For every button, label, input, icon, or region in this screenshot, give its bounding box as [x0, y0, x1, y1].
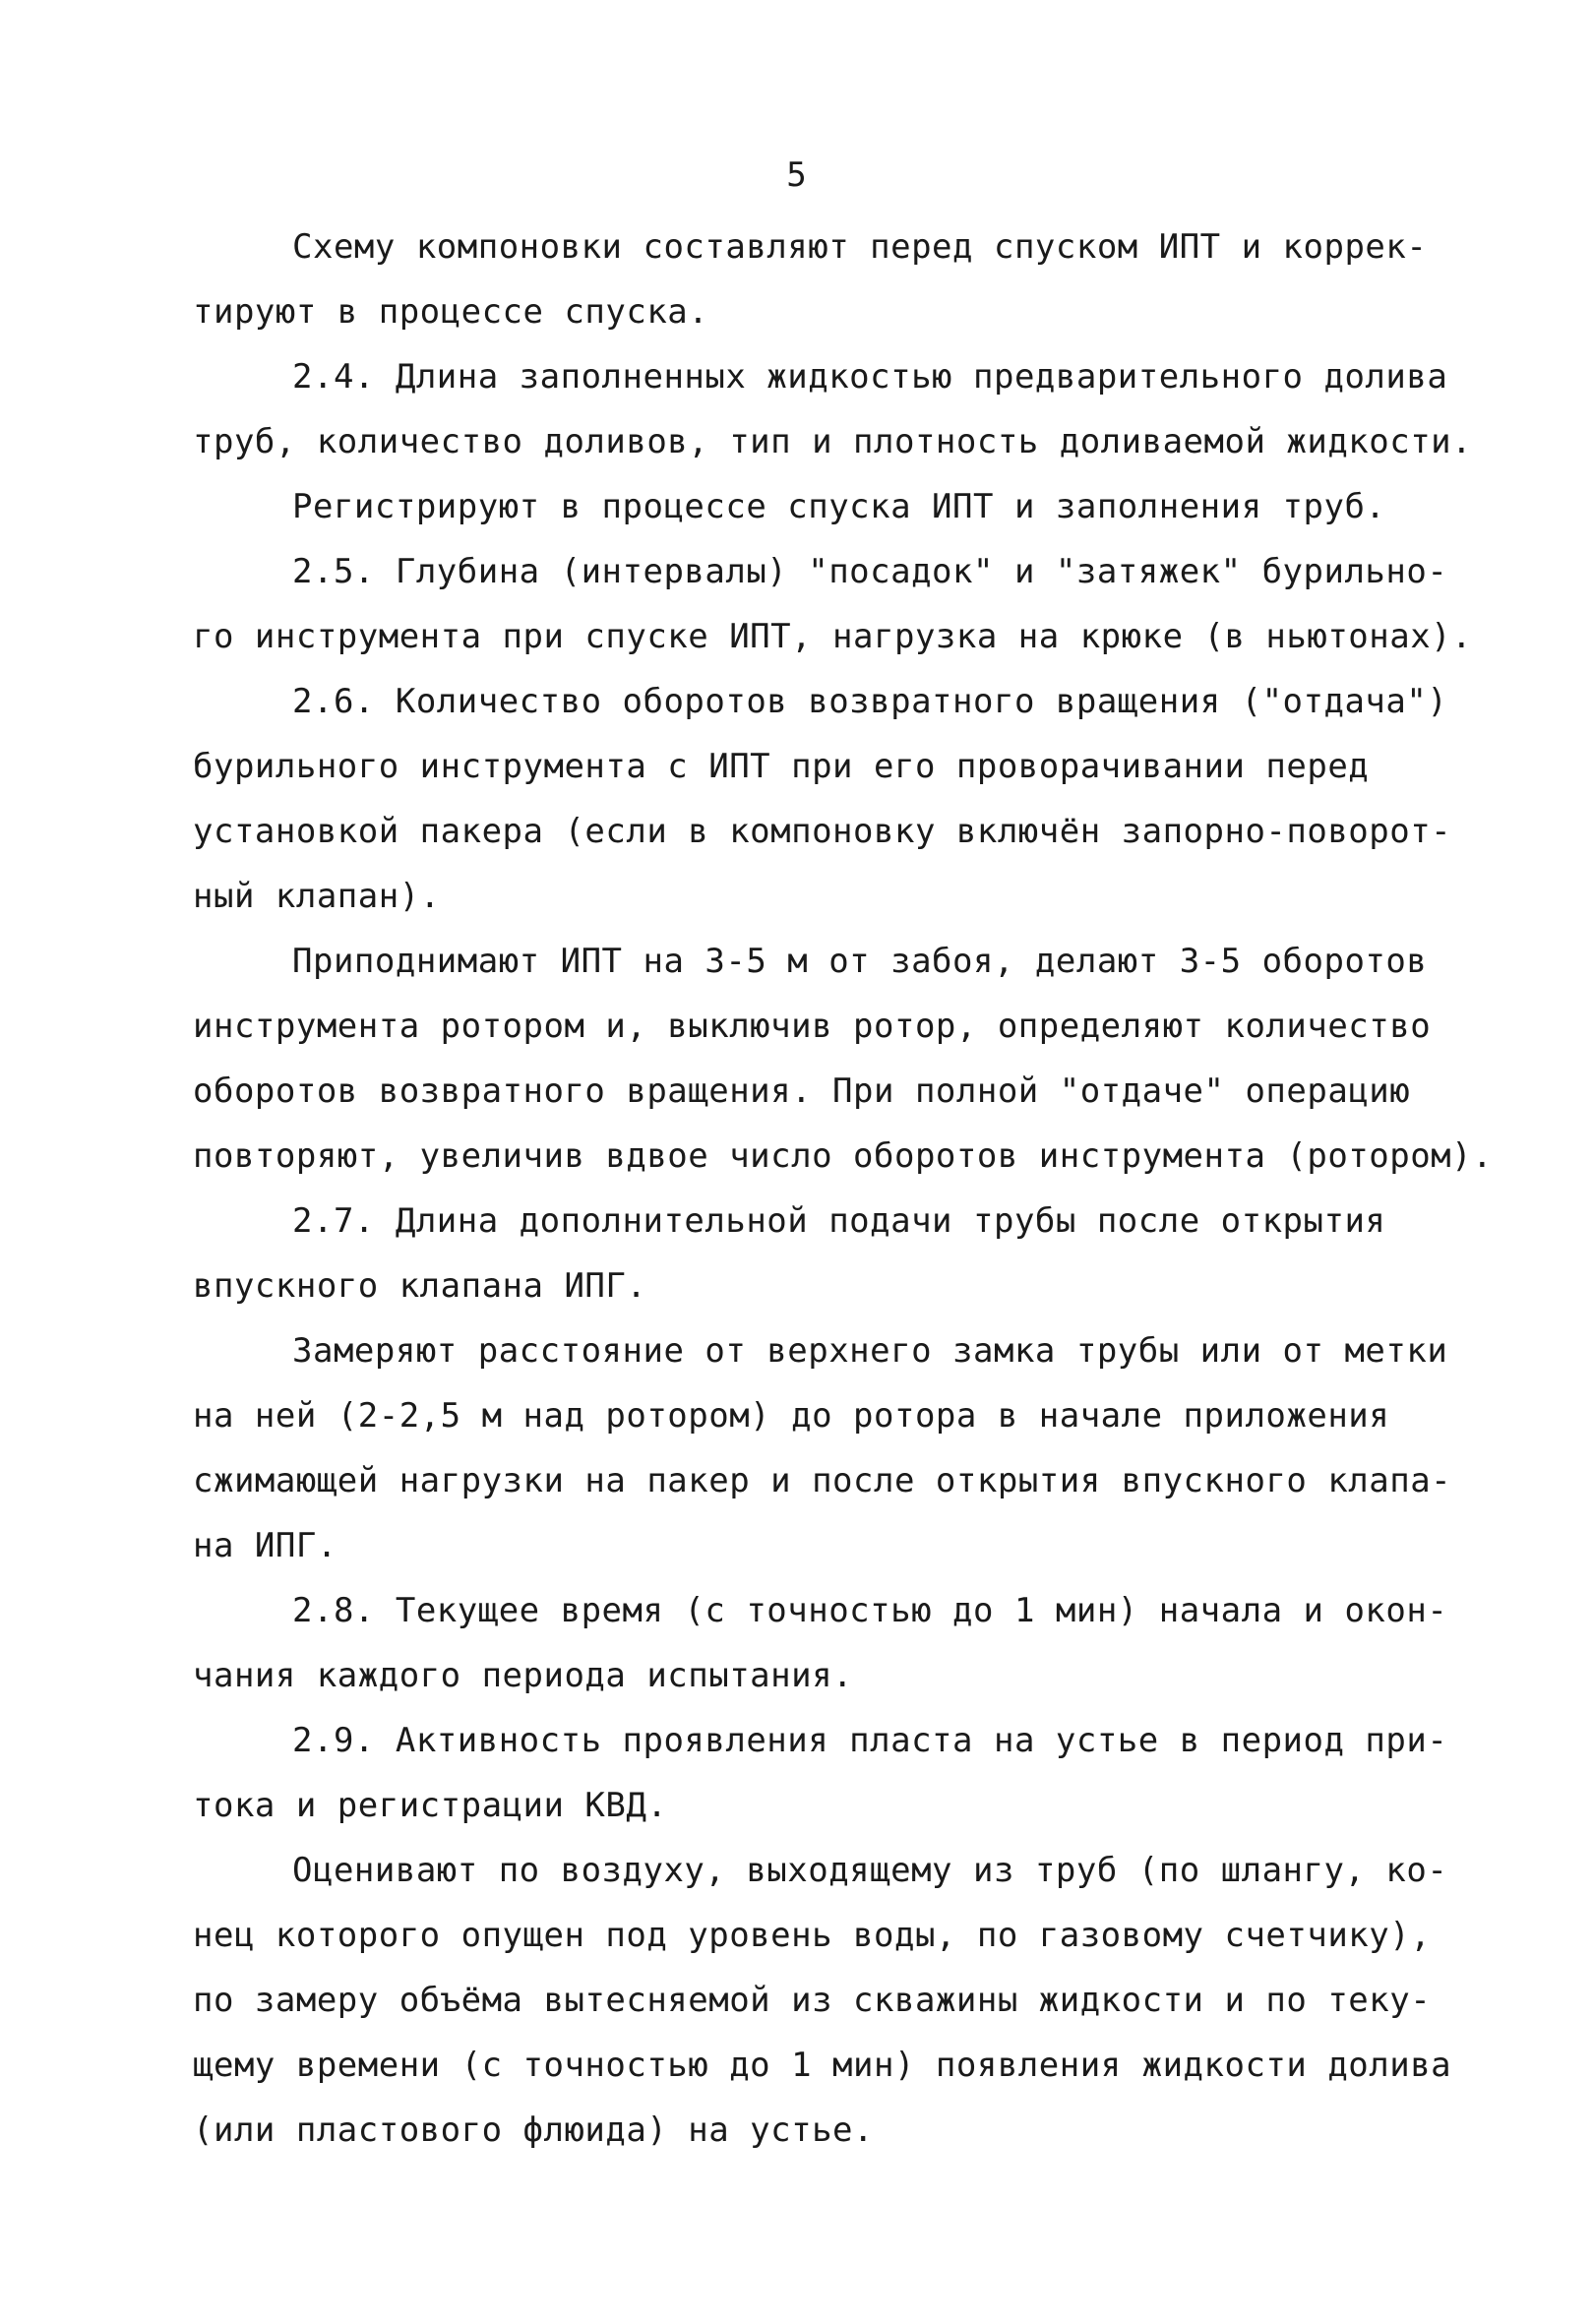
- text-line: щему времени (с точностью до 1 мин) появления жидкости долива: [193, 2046, 1452, 2085]
- text-line: на ИПГ.: [193, 1526, 337, 1565]
- text-line: бурильного инструмента с ИПТ при его проворачивании перед: [193, 747, 1370, 786]
- text-line: Замеряют расстояние от верхнего замка трубы или от метки: [292, 1331, 1448, 1371]
- text-line: труб, количество доливов, тип и плотность доливаемой жидкости.: [193, 422, 1473, 461]
- text-line: 2.9. Активность проявления пласта на устье в период при-: [292, 1721, 1448, 1760]
- text-line: 2.8. Текущее время (с точностью до 1 мин) начала и окон-: [292, 1591, 1448, 1630]
- text-line: установкой пакера (если в компоновку включён запорно-поворот-: [193, 812, 1452, 851]
- text-line: инструмента ротором и, выключив ротор, определяют количество: [193, 1007, 1432, 1046]
- text-line: Схему компоновки составляют перед спуском ИПТ и коррек-: [292, 227, 1428, 267]
- text-line: 2.7. Длина дополнительной подачи трубы после открытия: [292, 1201, 1386, 1241]
- page-number: 5: [786, 155, 807, 195]
- text-line: сжимающей нагрузки на пакер и после открытия впускного клапа-: [193, 1461, 1452, 1500]
- text-line: ный клапан).: [193, 877, 441, 916]
- text-line: тируют в процессе спуска.: [193, 292, 709, 332]
- text-line: 2.4. Длина заполненных жидкостью предварительного долива: [292, 357, 1448, 397]
- text-line: Приподнимают ИПТ на 3-5 м от забоя, делают 3-5 оборотов: [292, 942, 1428, 981]
- text-line: впускного клапана ИПГ.: [193, 1266, 647, 1306]
- text-line: 2.5. Глубина (интервалы) "посадок" и "затяжек" бурильно-: [292, 552, 1448, 591]
- text-line: оборотов возвратного вращения. При полной "отдаче" операцию: [193, 1071, 1411, 1111]
- text-line: Оценивают по воздуху, выходящему из труб (по шлангу, ко-: [292, 1851, 1448, 1890]
- text-line: повторяют, увеличив вдвое число оборотов инструмента (ротором).: [193, 1136, 1494, 1176]
- text-line: тока и регистрации КВД.: [193, 1786, 668, 1825]
- text-line: Регистрируют в процессе спуска ИПТ и заполнения труб.: [292, 487, 1386, 526]
- text-line: нец которого опущен под уровень воды, по газовому счетчику),: [193, 1916, 1432, 1955]
- text-line: чания каждого периода испытания.: [193, 1656, 854, 1695]
- text-line: го инструмента при спуске ИПТ, нагрузка на крюке (в ньютонах).: [193, 617, 1473, 656]
- text-line: на ней (2-2,5 м над ротором) до ротора в начале приложения: [193, 1396, 1390, 1436]
- text-line: по замеру объёма вытесняемой из скважины жидкости и по теку-: [193, 1981, 1432, 2020]
- text-line: 2.6. Количество оборотов возвратного вращения ("отдача"): [292, 682, 1448, 721]
- text-line: (или пластового флюида) на устье.: [193, 2110, 875, 2150]
